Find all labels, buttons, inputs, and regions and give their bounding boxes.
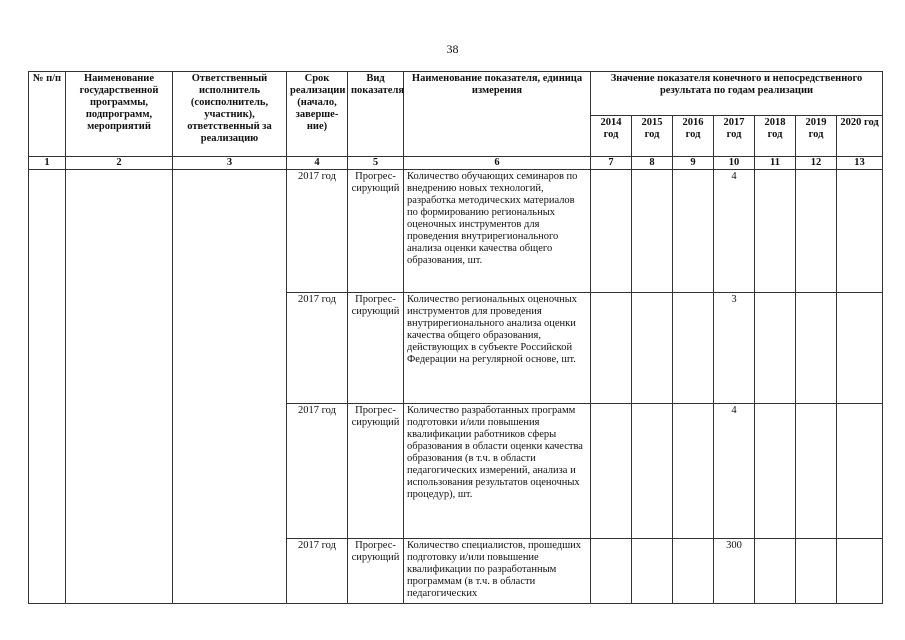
column-number: 4	[287, 157, 348, 170]
header-year: 2015 год	[632, 115, 673, 156]
column-number: 3	[173, 157, 287, 170]
value-cell	[673, 539, 714, 604]
value-cell	[837, 404, 883, 539]
value-cell	[632, 293, 673, 404]
value-cell	[591, 404, 632, 539]
column-number: 2	[66, 157, 173, 170]
num-cell	[29, 170, 66, 604]
term-cell: 2017 год	[287, 404, 348, 539]
column-number: 11	[755, 157, 796, 170]
value-cell	[632, 170, 673, 293]
value-cell	[591, 293, 632, 404]
term-cell: 2017 год	[287, 170, 348, 293]
indicator-cell: Количество разработанных программ подготовки и/или повышения квалификации работников сферы образования в области оценки качества образования (в т.ч. в области педагогических измерений, анализа и использования результатов оценочных процедур), шт.	[404, 404, 591, 539]
header-year: 2018 год	[755, 115, 796, 156]
value-cell	[755, 170, 796, 293]
program-cell	[66, 170, 173, 604]
header-values-group: Значение показателя конечного и непосредственного результата по годам реализации	[591, 72, 883, 116]
column-number: 13	[837, 157, 883, 170]
header-term: Срок реализации (начало, заверше-ние)	[287, 72, 348, 157]
page-number: 38	[446, 42, 459, 56]
table-row	[29, 170, 883, 293]
value-cell	[591, 539, 632, 604]
kind-cell: Прогрес-сирующий	[348, 539, 404, 604]
kind-cell: Прогрес-сирующий	[348, 170, 404, 293]
value-cell: 3	[714, 293, 755, 404]
value-cell	[632, 539, 673, 604]
column-number: 9	[673, 157, 714, 170]
header-indicator: Наименование показателя, единица измерения	[404, 72, 591, 157]
kind-cell: Прогрес-сирующий	[348, 404, 404, 539]
header-program: Наименование государственной программы, подпрограмм, мероприятий	[66, 72, 173, 157]
value-cell	[837, 170, 883, 293]
value-cell	[837, 539, 883, 604]
header-year: 2016 год	[673, 115, 714, 156]
indicator-cell: Количество специалистов, прошедших подготовку и/или повышение квалификации по разработанным программам (в т.ч. в области педагогических	[404, 539, 591, 604]
header-kind: Вид показателя	[348, 72, 404, 157]
column-number: 12	[796, 157, 837, 170]
indicator-cell: Количество региональных оценочных инструментов для проведения внутрирегионального анализа оценки качества общего образования, действующих в субъекте Российской Федерации на регулярной основе, шт.	[404, 293, 591, 404]
column-number: 7	[591, 157, 632, 170]
value-cell	[796, 293, 837, 404]
term-cell: 2017 год	[287, 539, 348, 604]
value-cell	[796, 539, 837, 604]
value-cell: 300	[714, 539, 755, 604]
header-year: 2019 год	[796, 115, 837, 156]
header-year: 2017 год	[714, 115, 755, 156]
column-number: 6	[404, 157, 591, 170]
column-numbers-row	[29, 157, 883, 170]
value-cell	[673, 170, 714, 293]
column-number: 5	[348, 157, 404, 170]
header-year: 2020 год	[837, 115, 883, 156]
column-number: 10	[714, 157, 755, 170]
column-number: 1	[29, 157, 66, 170]
value-cell	[755, 293, 796, 404]
indicator-cell: Количество обучающих семинаров по внедрению новых технологий, разработка методических материалов по формированию региональных оценочных инструментов для проведения внутрирегионального анализа оценки качества общего образования, шт.	[404, 170, 591, 293]
kind-cell: Прогрес-сирующий	[348, 293, 404, 404]
value-cell	[755, 539, 796, 604]
indicators-table	[28, 71, 883, 604]
value-cell	[632, 404, 673, 539]
value-cell: 4	[714, 170, 755, 293]
value-cell	[796, 404, 837, 539]
value-cell	[673, 404, 714, 539]
executor-cell	[173, 170, 287, 604]
value-cell: 4	[714, 404, 755, 539]
value-cell	[837, 293, 883, 404]
value-cell	[796, 170, 837, 293]
column-number: 8	[632, 157, 673, 170]
value-cell	[755, 404, 796, 539]
header-num: № п/п	[29, 72, 66, 157]
term-cell: 2017 год	[287, 293, 348, 404]
header-year: 2014 год	[591, 115, 632, 156]
value-cell	[591, 170, 632, 293]
header-executor: Ответственный исполнитель (соисполнитель, участник), ответственный за реализацию	[173, 72, 287, 157]
value-cell	[673, 293, 714, 404]
